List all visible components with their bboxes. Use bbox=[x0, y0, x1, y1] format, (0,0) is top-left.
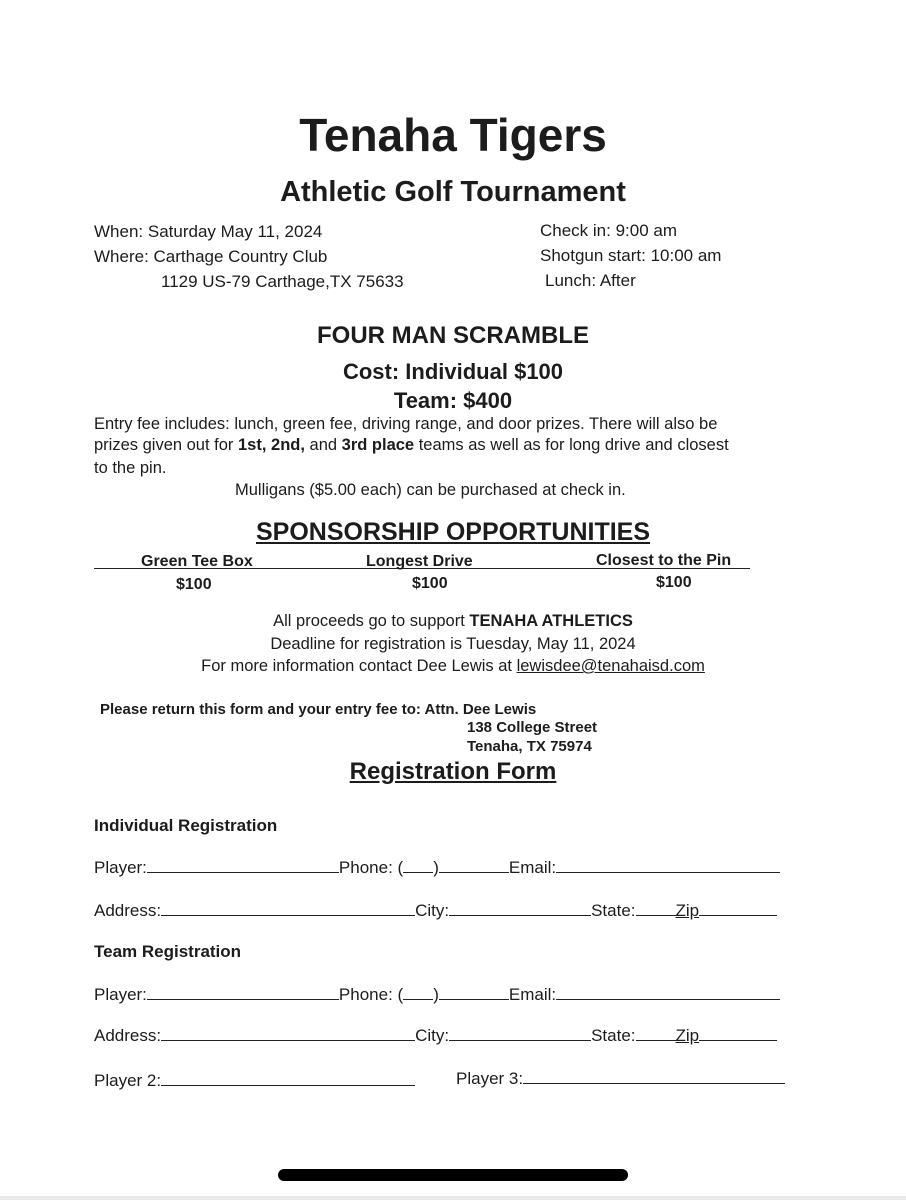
phone-paren: ) bbox=[433, 858, 439, 877]
team-player-field[interactable] bbox=[147, 998, 339, 1000]
event-lunch: Lunch: After bbox=[545, 271, 636, 290]
contact-text: For more information contact Dee Lewis at bbox=[201, 657, 517, 675]
team-zip-field[interactable] bbox=[699, 1039, 777, 1041]
team-address-field[interactable] bbox=[161, 1039, 415, 1041]
return-street: 138 College Street bbox=[467, 719, 598, 736]
team-row-1 bbox=[94, 985, 780, 1005]
team-row-3 bbox=[94, 1071, 415, 1091]
entry-text: and bbox=[304, 436, 342, 454]
entry-place-3: 3rd place bbox=[341, 436, 415, 454]
individual-state-field[interactable] bbox=[636, 914, 676, 916]
individual-row-2 bbox=[94, 901, 777, 921]
cost-team: Team: $400 bbox=[393, 388, 513, 413]
individual-registration-heading: Individual Registration bbox=[94, 816, 278, 835]
event-where: Where: Carthage Country Club bbox=[94, 247, 328, 266]
team-player3-field[interactable] bbox=[523, 1082, 785, 1084]
address-label: Address: bbox=[94, 1026, 162, 1045]
contact-line bbox=[0, 657, 906, 676]
return-city: Tenaha, TX 75974 bbox=[467, 738, 592, 755]
sponsor-closest-to-pin: Closest to the Pin bbox=[596, 552, 732, 569]
return-instructions: Please return this form and your entry fee to: Attn. Dee Lewis bbox=[100, 701, 537, 718]
event-check-in: Check in: 9:00 am bbox=[540, 221, 678, 240]
city-label: City: bbox=[415, 1026, 450, 1045]
deadline-line: Deadline for registration is Tuesday, May 11, 2024 bbox=[270, 635, 636, 653]
phone-paren: ) bbox=[433, 985, 439, 1004]
individual-zip-field[interactable] bbox=[699, 914, 777, 916]
home-indicator[interactable] bbox=[278, 1169, 628, 1181]
individual-player-field[interactable] bbox=[147, 871, 339, 873]
event-shotgun-start: Shotgun start: 10:00 am bbox=[540, 246, 722, 265]
individual-address-field[interactable] bbox=[161, 914, 415, 916]
sponsorship-title: SPONSORSHIP OPPORTUNITIES bbox=[255, 518, 651, 546]
phone-label: Phone: ( bbox=[338, 858, 404, 877]
team-state-field[interactable] bbox=[636, 1039, 676, 1041]
entry-fee-line-2 bbox=[94, 436, 729, 455]
sponsor-price: $100 bbox=[656, 574, 692, 591]
cost-individual: Cost: Individual $100 bbox=[342, 359, 564, 384]
team-row-2 bbox=[94, 1026, 777, 1046]
player2-label: Player 2: bbox=[94, 1071, 162, 1090]
contact-email-link[interactable]: lewisdee@tenahaisd.com bbox=[516, 657, 705, 675]
proceeds-beneficiary: TENAHA ATHLETICS bbox=[469, 612, 633, 630]
email-label: Email: bbox=[508, 858, 557, 877]
city-label: City: bbox=[415, 901, 450, 920]
team-email-field[interactable] bbox=[556, 998, 780, 1000]
entry-fee-line-1: Entry fee includes: lunch, green fee, driving range, and door prizes. There will also be bbox=[94, 415, 718, 433]
proceeds-line bbox=[0, 612, 906, 631]
page-subtitle: Athletic Golf Tournament bbox=[280, 176, 626, 208]
event-address: 1129 US-79 Carthage,TX 75633 bbox=[161, 272, 404, 291]
sponsor-longest-drive: Longest Drive bbox=[366, 553, 473, 570]
page-title: Tenaha Tigers bbox=[299, 109, 607, 161]
mulligans-note: Mulligans ($5.00 each) can be purchased at check in. bbox=[235, 481, 626, 499]
team-row-3b bbox=[456, 1069, 785, 1089]
sponsor-price: $100 bbox=[412, 575, 448, 592]
player-label: Player: bbox=[94, 985, 147, 1004]
zip-label: Zip bbox=[675, 901, 700, 920]
individual-city-field[interactable] bbox=[449, 914, 591, 916]
phone-label: Phone: ( bbox=[338, 985, 404, 1004]
sponsor-green-tee-box: Green Tee Box bbox=[141, 553, 253, 570]
player-label: Player: bbox=[94, 858, 147, 877]
team-phone-area-field[interactable] bbox=[403, 998, 433, 1000]
registration-form-title: Registration Form bbox=[349, 758, 557, 785]
individual-phone-field[interactable] bbox=[439, 871, 509, 873]
email-label: Email: bbox=[508, 985, 557, 1004]
proceeds-text: All proceeds go to support bbox=[273, 612, 470, 630]
bottom-edge bbox=[0, 1196, 906, 1200]
entry-text: prizes given out for bbox=[94, 436, 238, 454]
individual-row-1 bbox=[94, 858, 780, 878]
format-title: FOUR MAN SCRAMBLE bbox=[317, 322, 589, 349]
team-registration-heading: Team Registration bbox=[94, 942, 242, 961]
event-when: When: Saturday May 11, 2024 bbox=[94, 222, 323, 241]
team-player2-field[interactable] bbox=[161, 1084, 415, 1086]
individual-email-field[interactable] bbox=[556, 871, 780, 873]
zip-label: Zip bbox=[675, 1026, 700, 1045]
sponsor-price: $100 bbox=[176, 576, 212, 593]
team-city-field[interactable] bbox=[449, 1039, 591, 1041]
address-label: Address: bbox=[94, 901, 162, 920]
team-phone-field[interactable] bbox=[439, 998, 509, 1000]
state-label: State: bbox=[591, 901, 636, 920]
state-label: State: bbox=[591, 1026, 636, 1045]
entry-fee-line-3: to the pin. bbox=[94, 459, 167, 477]
entry-text: teams as well as for long drive and closest bbox=[414, 436, 729, 454]
player3-label: Player 3: bbox=[456, 1069, 524, 1088]
individual-phone-area-field[interactable] bbox=[403, 871, 433, 873]
entry-places-1-2: 1st, 2nd, bbox=[238, 436, 305, 454]
